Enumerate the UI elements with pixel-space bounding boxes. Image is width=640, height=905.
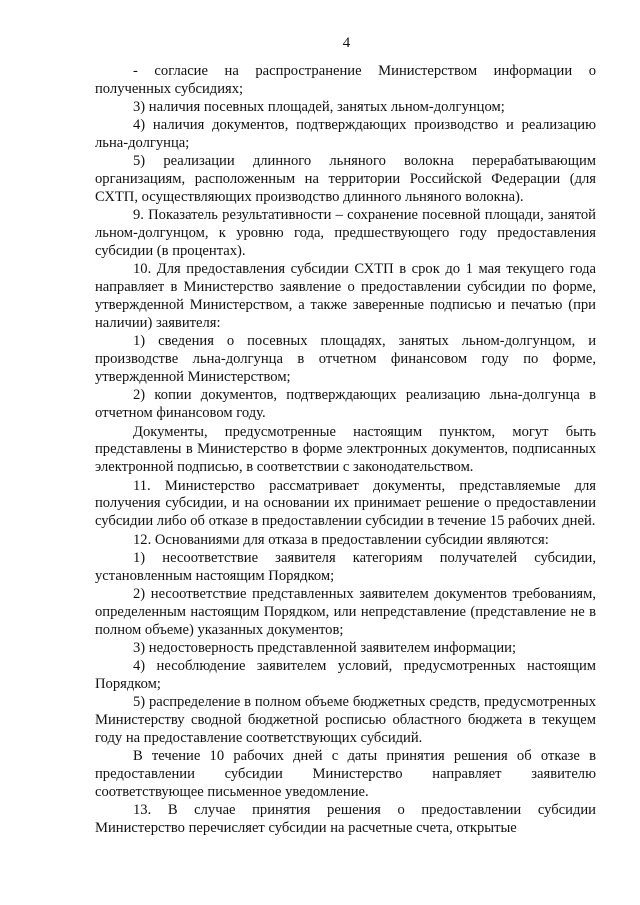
paragraph-clause-12: 12. Основаниями для отказа в предоставлении субсидии являются: [133, 531, 549, 548]
paragraph-condition-4: 4) наличия документов, подтверждающих производство и реализацию льна-долгунца; [95, 117, 596, 152]
paragraph-clause-12-item-5: 5) распределение в полном объеме бюджетных средств, предусмотренных Министерству сводной бюджетной росписью областного бюджета в текущем году на предоставление соответствующих субсидий. [95, 694, 596, 746]
paragraph-consent: - согласие на распространение Министерством информации о полученных субсидиях; [95, 63, 596, 97]
paragraph-clause-12-item-2: 2) несоответствие представленных заявителем документов требованиям, определенным настоящим Порядком, или непредставление (представление не в полном объеме) указанных документов; [95, 585, 596, 638]
paragraph-clause-12-item-4: 4) несоблюдение заявителем условий, предусмотренных настоящим Порядком; [95, 658, 596, 692]
paragraph-refusal-notice: В течение 10 рабочих дней с даты принятия решения об отказе в предоставлении субсидии Министерство направляет заявителю соответствующее письменное уведомление. [95, 748, 596, 800]
paragraph-condition-5: 5) реализации длинного льняного волокна перерабатывающим организациям, расположенным на территории Российской Федерации (для СХТП, осуществляющих производство длинного льняного волокна). [95, 153, 596, 206]
paragraph-clause-12-item-1: 1) несоответствие заявителя категориям получателей субсидии, установленным настоящим Порядком; [95, 549, 596, 584]
paragraph-clause-13: 13. В случае принятия решения о предоставлении субсидии Министерство перечисляет субсидии на расчетные счета, открытые [95, 802, 596, 837]
paragraph-clause-12-item-3: 3) недостоверность представленной заявителем информации; [133, 639, 517, 656]
paragraph-clause-9: 9. Показатель результативности – сохранение посевной площади, занятой льном-долгунцом, к уровню года, предшествующего году предоставления субсидии (в процентах). [95, 207, 596, 260]
paragraph-clause-10-item-2: 2) копии документов, подтверждающих реализацию льна-долгунца в отчетном финансовом году. [95, 387, 596, 422]
paragraph-clause-11: 11. Министерство рассматривает документы, представляемые для получения субсидии, и на основании их принимает решение о предоставлении субсидии либо об отказе в предоставлении субсидии в течение 15 рабочих дней. [95, 477, 596, 530]
page-number: 4 [342, 35, 351, 51]
paragraph-electronic-documents: Документы, предусмотренные настоящим пунктом, могут быть представлены в Министерство в форме электронных документов, подписанных электронной подписью, в соответствии с законодательством. [95, 423, 596, 476]
paragraph-clause-10: 10. Для предоставления субсидии СХТП в срок до 1 мая текущего года направляет в Министерство заявление о предоставлении субсидии по форме, утвержденной Министерством, а также заверенные подписью и печатью (при наличии) заявителя: [95, 261, 596, 332]
paragraph-clause-10-item-1: 1) сведения о посевных площадях, занятых льном-долгунцом, и производстве льна-долгунца в отчетном финансовом году по форме, утвержденной Министерством; [95, 333, 596, 386]
paragraph-condition-3: 3) наличия посевных площадей, занятых льном-долгунцом; [133, 99, 505, 116]
